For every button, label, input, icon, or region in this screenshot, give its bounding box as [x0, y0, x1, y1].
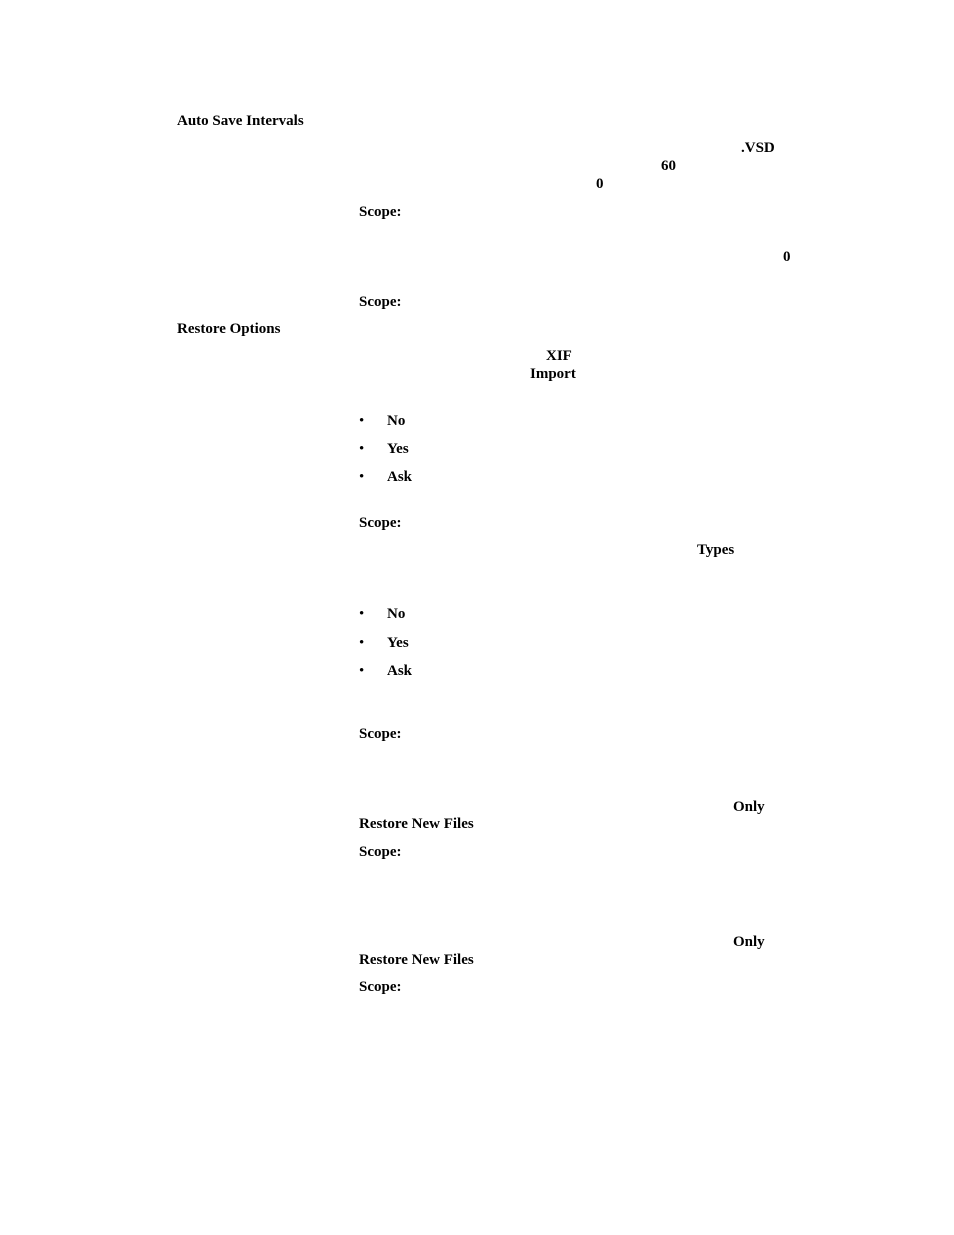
- zero-fragment-a: 0: [596, 176, 604, 192]
- xif-fragment: XIF: [546, 348, 572, 364]
- sixty-fragment: 60: [661, 158, 676, 174]
- scope-label-6: Scope:: [359, 979, 402, 995]
- bullet-mark: •: [359, 469, 365, 485]
- zero-fragment-b: 0: [783, 249, 791, 265]
- restore-options-heading: Restore Options: [177, 321, 281, 337]
- restore-new-files-1: Restore New Files: [359, 816, 474, 832]
- option-ask: Ask: [387, 663, 413, 679]
- option-ask: Ask: [387, 469, 413, 485]
- only-fragment-1: Only: [733, 799, 765, 815]
- scope-label-2: Scope:: [359, 294, 402, 310]
- bullet-mark: •: [359, 606, 365, 622]
- option-no: No: [387, 413, 406, 429]
- option-no: No: [387, 606, 406, 622]
- scope-label-4: Scope:: [359, 726, 402, 742]
- bullet-mark: •: [359, 635, 365, 651]
- vsd-fragment: .VSD: [741, 140, 775, 156]
- bullet-mark: •: [359, 663, 365, 679]
- bullet-mark: •: [359, 413, 365, 429]
- import-fragment: Import: [530, 366, 576, 382]
- option-yes: Yes: [387, 441, 409, 457]
- types-fragment: Types: [697, 542, 735, 558]
- scope-label-1: Scope:: [359, 204, 402, 220]
- scope-label-5: Scope:: [359, 844, 402, 860]
- option-yes: Yes: [387, 635, 409, 651]
- restore-new-files-2: Restore New Files: [359, 952, 474, 968]
- auto-save-intervals-heading: Auto Save Intervals: [177, 113, 304, 129]
- scope-label-3: Scope:: [359, 515, 402, 531]
- only-fragment-2: Only: [733, 934, 765, 950]
- bullet-mark: •: [359, 441, 365, 457]
